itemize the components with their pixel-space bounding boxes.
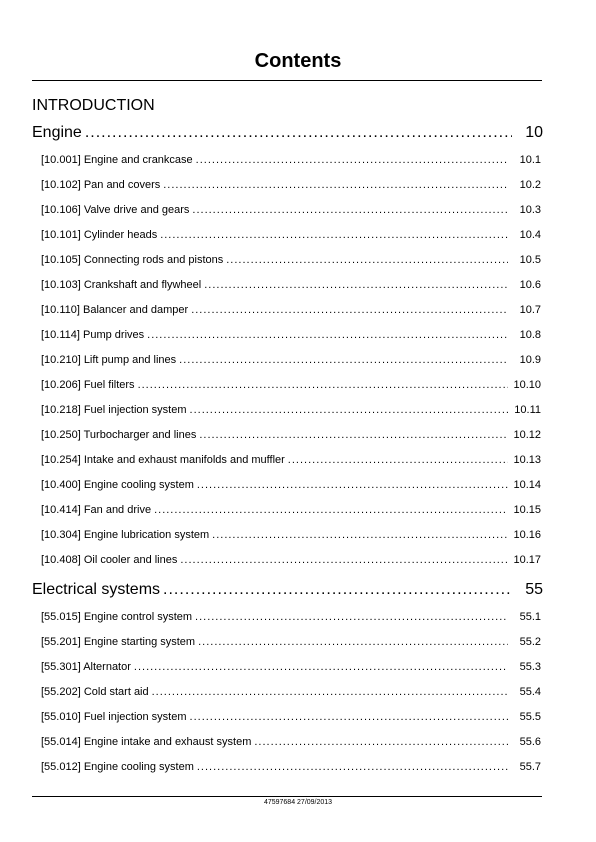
toc-entry-label: [10.414] Fan and drive <box>41 504 152 516</box>
toc-entry-page: 55.1 <box>519 611 541 623</box>
toc-entry-label: [55.202] Cold start aid <box>41 686 149 698</box>
toc-entry-link[interactable] <box>41 404 541 416</box>
toc-entry-page: 10.3 <box>519 204 541 216</box>
toc-entry-label: [10.210] Lift pump and lines <box>41 354 177 366</box>
dot-leader <box>197 479 508 491</box>
toc-entry-page: 10.8 <box>519 329 541 341</box>
page-title: Contents <box>254 50 342 72</box>
toc-entry-page: 10.7 <box>519 304 541 316</box>
dot-leader <box>152 686 508 698</box>
toc-entry-link[interactable] <box>41 379 541 391</box>
toc-entry-link[interactable] <box>41 611 541 623</box>
toc-entry-label: [55.015] Engine control system <box>41 611 193 623</box>
dot-leader <box>147 329 508 341</box>
toc-entry-link[interactable] <box>41 154 541 166</box>
toc-entry-label: [55.201] Engine starting system <box>41 636 196 648</box>
toc-section-page: 55 <box>525 581 543 598</box>
toc-entry-link[interactable] <box>41 661 541 673</box>
toc-entry-link[interactable] <box>41 529 541 541</box>
toc-entry-link[interactable] <box>41 554 541 566</box>
toc-entry-page: 10.11 <box>514 404 541 416</box>
toc-entry-page: 10.16 <box>513 529 541 541</box>
toc-entry-label: [10.101] Cylinder heads <box>41 229 158 241</box>
toc-entry-label: [10.254] Intake and exhaust manifolds and muffler <box>41 454 285 466</box>
dot-leader <box>134 661 508 673</box>
intro-heading: INTRODUCTION <box>32 97 155 114</box>
toc-entry-label: [10.218] Fuel injection system <box>41 404 187 416</box>
toc-entry-page: 55.4 <box>519 686 541 698</box>
toc-entry-link[interactable] <box>41 711 541 723</box>
toc-section-link[interactable] <box>32 124 543 142</box>
toc-entry-link[interactable] <box>41 354 541 366</box>
dot-leader <box>179 354 508 366</box>
toc-entry-page: 10.9 <box>519 354 541 366</box>
toc-entry-page: 55.7 <box>519 761 541 773</box>
toc-entry-link[interactable] <box>41 479 541 491</box>
toc-entry-link[interactable] <box>41 279 541 291</box>
toc-entry-link[interactable] <box>41 504 541 516</box>
toc-entry-page: 55.6 <box>519 736 541 748</box>
toc-entry-label: [55.012] Engine cooling system <box>41 761 194 773</box>
toc-entry-label: [10.114] Pump drives <box>41 329 145 341</box>
toc-entry-label: [55.301] Alternator <box>41 661 131 673</box>
toc-entry-page: 10.17 <box>513 554 541 566</box>
footer-doc-id: 47597684 27/09/2013 <box>263 799 333 806</box>
toc-entry-link[interactable] <box>41 254 541 266</box>
toc-entry-link[interactable] <box>41 329 541 341</box>
toc-entry-label: [10.106] Valve drive and gears <box>41 204 190 216</box>
dot-leader <box>160 229 508 241</box>
toc-entry-page: 55.3 <box>519 661 541 673</box>
toc-entry-label: [10.103] Crankshaft and flywheel <box>41 279 202 291</box>
dot-leader <box>85 124 512 142</box>
toc-entry-link[interactable] <box>41 229 541 241</box>
toc-entry-page: 55.5 <box>519 711 541 723</box>
toc-entry-link[interactable] <box>41 454 541 466</box>
dot-leader <box>154 504 508 516</box>
toc-section-page: 10 <box>525 124 543 141</box>
dot-leader <box>199 429 508 441</box>
toc-entry-page: 10.6 <box>519 279 541 291</box>
dot-leader <box>196 154 508 166</box>
dot-leader <box>190 711 508 723</box>
dot-leader <box>192 204 508 216</box>
toc-entry-label: [10.400] Engine cooling system <box>41 479 194 491</box>
dot-leader <box>226 254 508 266</box>
top-divider <box>32 80 542 81</box>
toc-section-link[interactable] <box>32 581 543 599</box>
toc-entry-page: 10.4 <box>519 229 541 241</box>
toc-entry-label: [10.250] Turbocharger and lines <box>41 429 197 441</box>
dot-leader <box>190 404 508 416</box>
dot-leader <box>163 581 512 599</box>
toc-entry-link[interactable] <box>41 636 541 648</box>
toc-entry-label: [10.304] Engine lubrication system <box>41 529 210 541</box>
toc-entry-page: 10.14 <box>513 479 541 491</box>
toc-entry-link[interactable] <box>41 736 541 748</box>
toc-entry-label: [10.206] Fuel filters <box>41 379 135 391</box>
dot-leader <box>197 761 508 773</box>
toc-entry-label: [10.110] Balancer and damper <box>41 304 189 316</box>
toc-entry-link[interactable] <box>41 179 541 191</box>
dot-leader <box>191 304 508 316</box>
dot-leader <box>163 179 508 191</box>
toc-section-label: Engine <box>32 124 82 141</box>
toc-entry-label: [10.001] Engine and crankcase <box>41 154 193 166</box>
dot-leader <box>212 529 508 541</box>
toc-entry-link[interactable] <box>41 761 541 773</box>
dot-leader <box>204 279 508 291</box>
toc-entry-label: [10.408] Oil cooler and lines <box>41 554 178 566</box>
toc-entry-page: 10.15 <box>513 504 541 516</box>
bottom-divider <box>32 796 542 797</box>
toc-entry-page: 10.2 <box>519 179 541 191</box>
toc-entry-page: 10.12 <box>513 429 541 441</box>
dot-leader <box>180 554 508 566</box>
toc-section-label: Electrical systems <box>32 581 161 598</box>
toc-entry-page: 10.10 <box>513 379 541 391</box>
dot-leader <box>288 454 508 466</box>
toc-entry-page: 10.1 <box>519 154 541 166</box>
toc-entry-label: [10.105] Connecting rods and pistons <box>41 254 224 266</box>
dot-leader <box>195 611 508 623</box>
toc-entry-link[interactable] <box>41 204 541 216</box>
toc-entry-label: [55.010] Fuel injection system <box>41 711 187 723</box>
toc-entry-link[interactable] <box>41 686 541 698</box>
dot-leader <box>198 636 508 648</box>
toc-entry-link[interactable] <box>41 304 541 316</box>
toc-entry-page: 10.5 <box>519 254 541 266</box>
dot-leader <box>138 379 508 391</box>
dot-leader <box>254 736 508 748</box>
toc-entry-label: [10.102] Pan and covers <box>41 179 161 191</box>
toc-entry-page: 55.2 <box>519 636 541 648</box>
toc-entry-page: 10.13 <box>513 454 541 466</box>
toc-entry-label: [55.014] Engine intake and exhaust system <box>41 736 252 748</box>
toc-entry-link[interactable] <box>41 429 541 441</box>
